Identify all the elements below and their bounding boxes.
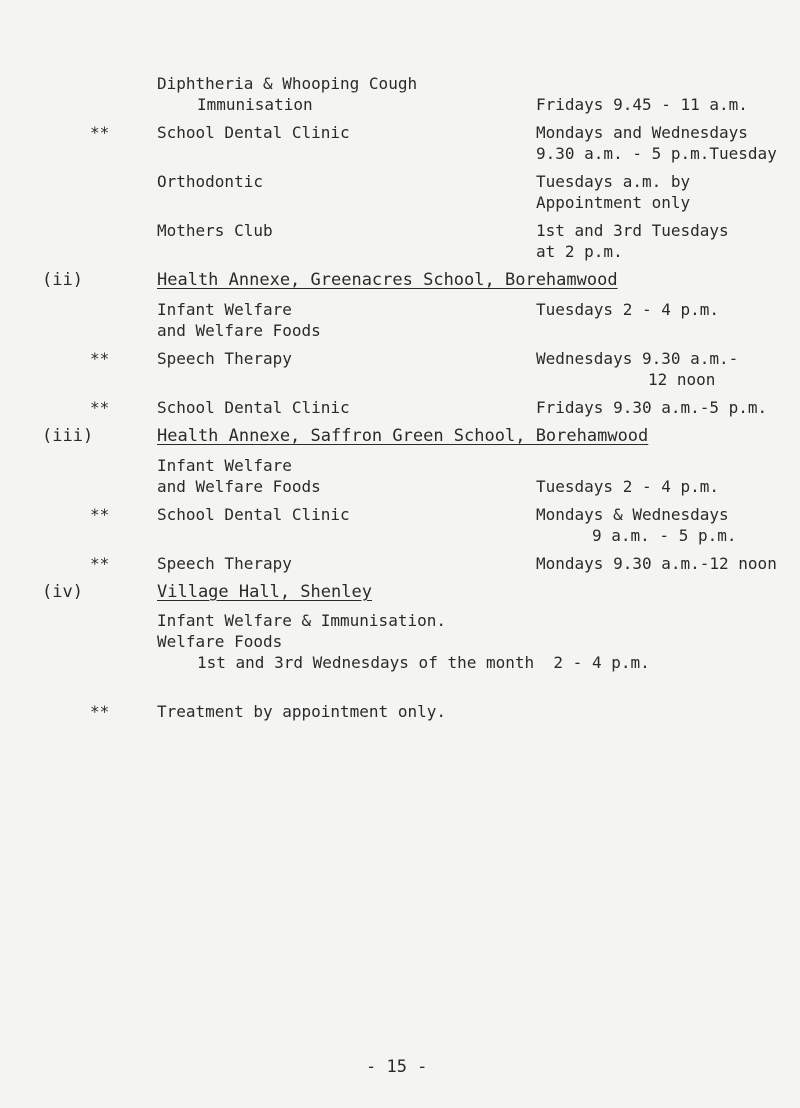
service-name-diphtheria: Diphtheria & Whooping Cough [157,74,418,93]
asterisk-marker: ** [90,702,110,721]
section-heading-saffron-green: Health Annexe, Saffron Green School, Borehamwood [157,426,649,446]
service-name-infant-welfare: Infant Welfare [157,456,292,475]
service-line-welfare-foods: Welfare Foods [157,632,283,651]
service-name-speech-therapy: Speech Therapy [157,554,292,573]
asterisk-marker: ** [90,123,110,142]
service-time-mothers-club: 1st and 3rd Tuesdays [536,221,729,240]
service-time-mothers-club-2: at 2 p.m. [536,242,623,261]
service-time-orthodontic: Tuesdays a.m. by [536,172,691,191]
page-number: - 15 - [366,1057,428,1077]
service-name-orthodontic: Orthodontic [157,172,263,191]
service-name-welfare-foods: and Welfare Foods [157,477,321,496]
service-time-speech-therapy: Mondays 9.30 a.m.-12 noon [536,554,777,573]
footnote-text: Treatment by appointment only. [157,702,446,721]
service-time-speech-therapy-2: 12 noon [648,370,716,389]
section-number-iv: (iv) [42,582,83,602]
service-time-dental-clinic-2: 9 a.m. - 5 p.m. [592,526,737,545]
asterisk-marker: ** [90,398,110,417]
section-heading-village-hall: Village Hall, Shenley [157,582,372,602]
service-name-infant-welfare: Infant Welfare [157,300,292,319]
section-number-iii: (iii) [42,426,94,446]
service-time-dental-clinic: Fridays 9.30 a.m.-5 p.m. [536,398,768,417]
service-time-dental-clinic: Mondays and Wednesdays [536,123,748,142]
asterisk-marker: ** [90,505,110,524]
service-line-schedule: 1st and 3rd Wednesdays of the month 2 - 4 p.m. [197,653,650,672]
section-heading-greenacres: Health Annexe, Greenacres School, Borehamwood [157,270,618,290]
service-name-speech-therapy: Speech Therapy [157,349,292,368]
asterisk-marker: ** [90,349,110,368]
service-time-speech-therapy: Wednesdays 9.30 a.m.- [536,349,739,368]
service-name-immunisation: Immunisation [197,95,313,114]
service-time-dental-clinic-2: 9.30 a.m. - 5 p.m.Tuesday [536,144,777,163]
service-name-welfare-foods: and Welfare Foods [157,321,321,340]
service-name-mothers-club: Mothers Club [157,221,273,240]
service-time-orthodontic-2: Appointment only [536,193,691,212]
service-line-infant-welfare: Infant Welfare & Immunisation. [157,611,446,630]
asterisk-marker: ** [90,554,110,573]
service-time-dental-clinic: Mondays & Wednesdays [536,505,729,524]
service-name-dental-clinic: School Dental Clinic [157,398,350,417]
service-name-dental-clinic: School Dental Clinic [157,505,350,524]
service-time-diphtheria: Fridays 9.45 - 11 a.m. [536,95,748,114]
service-name-dental-clinic: School Dental Clinic [157,123,350,142]
section-number-ii: (ii) [42,270,83,290]
service-time-infant-welfare: Tuesdays 2 - 4 p.m. [536,300,720,319]
service-time-infant-welfare: Tuesdays 2 - 4 p.m. [536,477,720,496]
